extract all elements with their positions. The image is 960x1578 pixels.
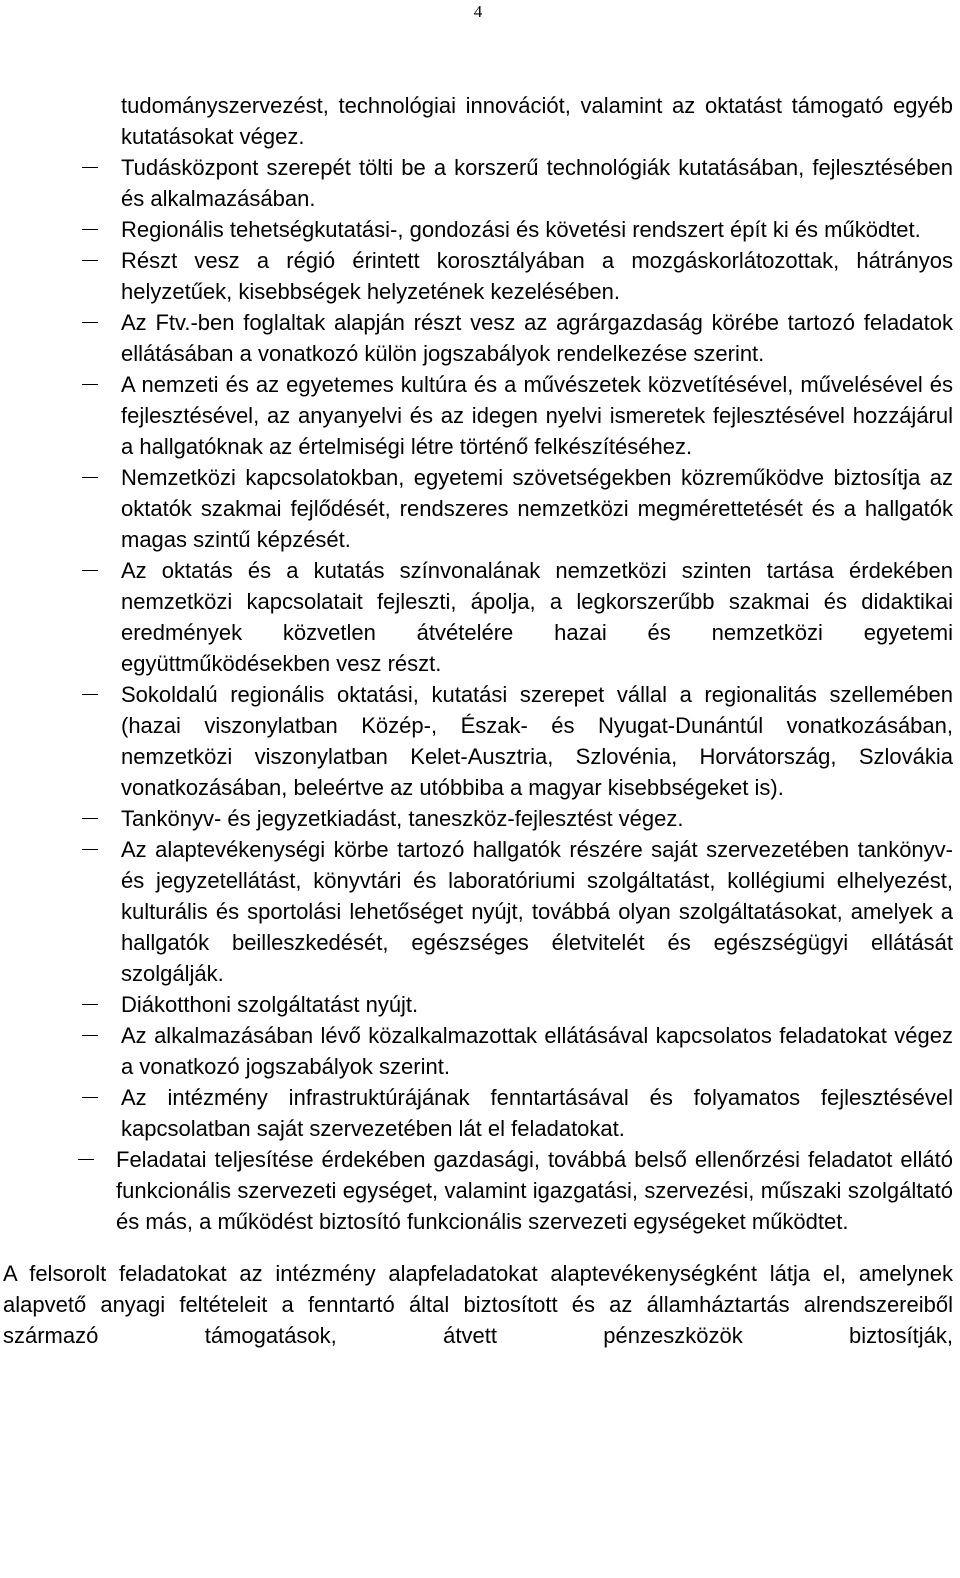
list-item-text: Tankönyv- és jegyzetkiadást, taneszköz-fejlesztést végez. xyxy=(121,806,684,831)
list-item-text: tudományszervezést, technológiai innovációt, valamint az oktatást támogató egyéb kutatásokat végez. xyxy=(121,93,953,149)
dash-bullet-icon xyxy=(82,818,98,819)
list-item-text: Az alkalmazásában lévő közalkalmazottak ellátásával kapcsolatos feladatokat végez a vonatkozó jogszabályok szerint. xyxy=(121,1023,953,1079)
dash-bullet-icon xyxy=(78,1159,94,1160)
list-item xyxy=(0,555,960,679)
list-item xyxy=(0,152,960,214)
list-item xyxy=(0,1082,960,1144)
dash-bullet-icon xyxy=(82,849,98,850)
list-item xyxy=(0,214,960,245)
dash-bullet-icon xyxy=(82,694,98,695)
list-item-text: Az Ftv.-ben foglaltak alapján részt vesz az agrárgazdaság körébe tartozó feladatok ellátásában a vonatkozó külön jogszabályok rendelkezése szerint. xyxy=(121,310,953,366)
dash-bullet-icon xyxy=(82,477,98,478)
page-number: 4 xyxy=(473,2,483,21)
list-item-text: Sokoldalú regionális oktatási, kutatási szerepet vállal a regionalitás szellemében (hazai viszonylatban Közép-, Észak- és Nyugat-Dunántúl vonatkozásában, nemzetközi viszonylatban Kelet-Ausztria, Szlovénia, Horvátország, Szlovákia vonatkozásában, beleértve az utóbbiba a magyar kisebbségeket is). xyxy=(121,682,953,800)
list-item-text: Nemzetközi kapcsolatokban, egyetemi szövetségekben közreműködve biztosítja az oktatók szakmai fejlődését, rendszeres nemzetközi megmérettetését és a hallgatók magas szintű képzését. xyxy=(121,465,953,552)
closing-paragraph: A felsorolt feladatokat az intézmény alapfeladatokat alaptevékenységként látja el, amelynek alapvető anyagi feltételeit a fenntartó által biztosított és az államháztartás alrendszereiből származó támogatások, átvett pénzeszközök biztosítják, xyxy=(3,1261,953,1348)
list-item xyxy=(0,989,960,1020)
list-item xyxy=(0,803,960,834)
list-item xyxy=(0,834,960,989)
list-item xyxy=(0,1144,960,1237)
list-item-text: A nemzeti és az egyetemes kultúra és a művészetek közvetítésével, művelésével és fejlesztésével, az anyanyelvi és az idegen nyelvi ismeretek fejlesztésével hozzájárul a hallgatóknak az értelmiségi létre történő felkészítéséhez. xyxy=(121,372,953,459)
list-item-continuation xyxy=(0,90,960,152)
dash-bullet-icon xyxy=(82,384,98,385)
list-item-text: Az oktatás és a kutatás színvonalának nemzetközi szinten tartása érdekében nemzetközi kapcsolatait fejleszti, ápolja, a legkorszerűbb szakmai és didaktikai eredmények közvetlen átvételére hazai és nemzetközi egyetemi együttműködésekben vesz részt. xyxy=(121,558,953,676)
list-item xyxy=(0,245,960,307)
list-item-text: Az intézmény infrastruktúrájának fenntartásával és folyamatos fejlesztésével kapcsolatban saját szervezetében lát el feladatokat. xyxy=(121,1085,953,1141)
dash-bullet-icon xyxy=(82,1097,98,1098)
list-item-text: Részt vesz a régió érintett korosztályában a mozgáskorlátozottak, hátrányos helyzetűek, kisebbségek helyzetének kezelésében. xyxy=(121,248,953,304)
list-item-text: Diákotthoni szolgáltatást nyújt. xyxy=(121,992,419,1017)
dash-bullet-icon xyxy=(82,229,98,230)
list-item xyxy=(0,307,960,369)
dash-bullet-icon xyxy=(82,1004,98,1005)
dash-bullet-icon xyxy=(82,322,98,323)
list-item-text: Feladatai teljesítése érdekében gazdasági, továbbá belső ellenőrzési feladatot ellátó funkcionális szervezeti egységet, valamint igazgatási, szervezési, műszaki szolgáltató és más, a működést biztosító funkcionális szervezeti egységeket működtet. xyxy=(116,1147,953,1234)
list-item xyxy=(0,679,960,803)
dash-bullet-icon xyxy=(82,570,98,571)
list-item-text: Regionális tehetségkutatási-, gondozási és követési rendszert épít ki és működtet. xyxy=(121,217,921,242)
dash-bullet-icon xyxy=(82,1035,98,1036)
list-item-text: Az alaptevékenységi körbe tartozó hallgatók részére saját szervezetében tankönyv- és jegyzetellátást, könyvtári és laboratóriumi szolgáltatást, kollégiumi elhelyezést, kulturális és sportolási lehetőséget nyújt, továbbá olyan szolgáltatásokat, amelyek a hallgatók beilleszkedését, egészséges életvitelét és egészségügyi ellátását szolgálják. xyxy=(121,837,953,986)
list-item xyxy=(0,1020,960,1082)
dash-bullet-icon xyxy=(82,167,98,168)
list-item xyxy=(0,369,960,462)
dash-bullet-icon xyxy=(82,260,98,261)
document-body xyxy=(0,90,960,1351)
list-item xyxy=(0,462,960,555)
list-item-text: Tudásközpont szerepét tölti be a korszerű technológiák kutatásában, fejlesztésében és alkalmazásában. xyxy=(121,155,953,211)
